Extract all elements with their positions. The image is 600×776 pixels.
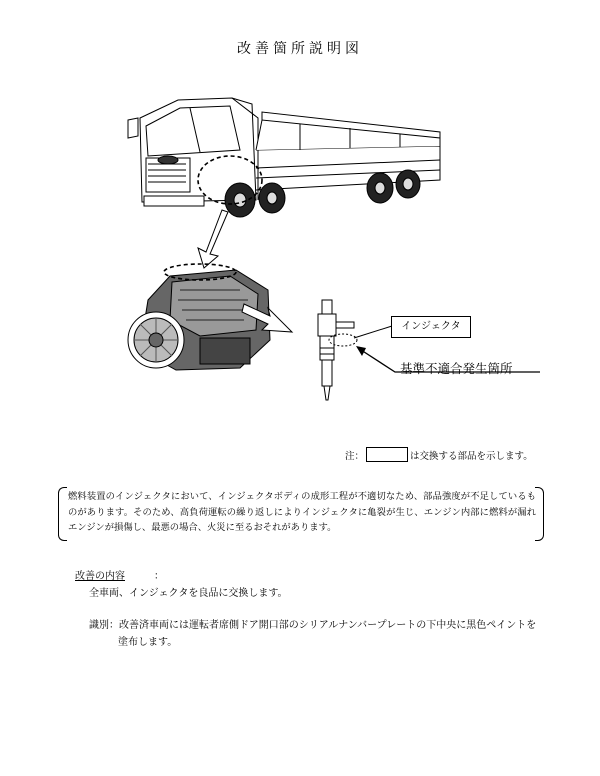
injector-callout-label: インジェクタ [391,316,471,338]
page-title: 改善箇所説明図 [237,41,363,57]
defect-location-label: 基準不適合発生箇所 [400,361,513,376]
injector-illustration [318,300,357,400]
identification-text-continued: 塗布します。 [118,637,178,648]
note-prefix: 注： [345,450,365,462]
identification-text: 識別：改善済車両には運転者席側ドア開口部のシリアルナンバープレートの下中央に黒色ペイントを [89,620,537,631]
description-text: 燃料装置のインジェクタにおいて、インジェクタボディの成形工程が不適切なため、部品強度が不足しているものがあります。そのため、高負荷運転の繰り返しによりインジェクタに亀裂が生じ、エンジン内部に燃料が漏れエンジンが損傷し、最悪の場合、火災に至るおそれがあります。 [68,491,536,533]
truck-illustration [128,98,440,217]
legend-box-icon [366,447,408,462]
left-bracket [58,487,67,541]
remedy-body: 全車両、インジェクタを良品に交換します。 [89,588,288,599]
right-bracket [535,487,544,541]
pointer-arrow-icon [198,210,228,268]
note-suffix: は交換する部品を示します。 [410,450,533,462]
remedy-heading: 改善の内容 [75,571,125,582]
defect-description [58,487,544,541]
remedy-colon: ： [154,571,164,582]
engine-illustration [128,264,270,370]
legend-note [345,447,533,462]
